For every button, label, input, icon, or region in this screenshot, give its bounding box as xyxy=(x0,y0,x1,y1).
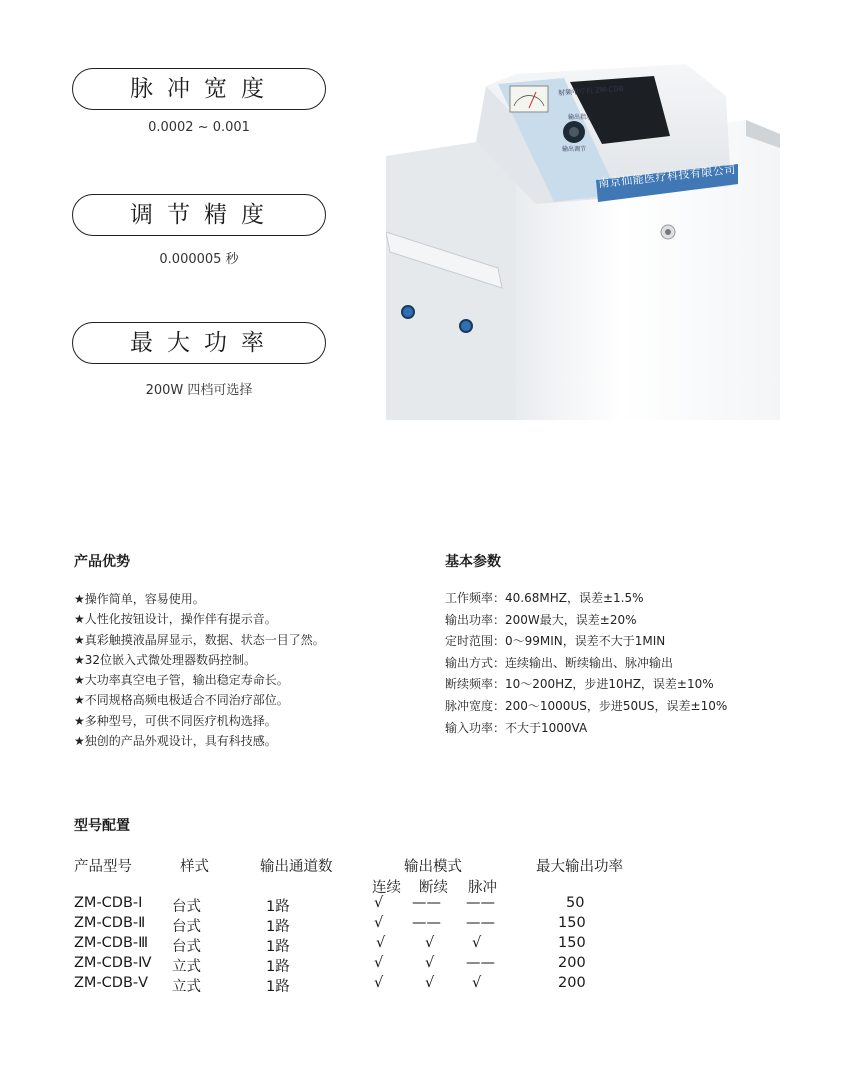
header-mode: 输出模式 xyxy=(404,859,462,875)
row-power: 200 xyxy=(558,975,586,991)
advantage-item: ★独创的产品外观设计，具有科技感。 xyxy=(74,734,277,749)
row-power: 200 xyxy=(558,955,586,971)
feature-pill-precision: 调节精度 xyxy=(72,194,326,236)
device-dial-label: 输出指示 xyxy=(568,114,593,121)
row-continuous: √ xyxy=(376,935,386,951)
parameter-item: 工作频率：40.68MHZ，误差±1.5% xyxy=(445,591,644,605)
row-power: 50 xyxy=(566,895,585,911)
row-channels: 1路 xyxy=(266,899,290,915)
row-channels: 1路 xyxy=(266,979,290,995)
row-intermittent: —— xyxy=(412,915,441,931)
feature-value-precision: 0.000005 秒 xyxy=(159,252,239,267)
row-style: 立式 xyxy=(172,979,201,995)
feature-pill-max-power: 最大功率 xyxy=(72,322,326,364)
advantages-list xyxy=(74,589,325,751)
parameter-item: 输入功率：不大于1000VA xyxy=(445,720,588,735)
row-pulse: —— xyxy=(466,895,495,911)
parameters-list xyxy=(445,588,727,739)
row-pulse: √ xyxy=(472,935,482,951)
subheader-pulse: 脉冲 xyxy=(468,880,497,896)
header-power: 最大输出功率 xyxy=(536,859,623,875)
row-style: 台式 xyxy=(172,919,201,935)
advantage-item: ★操作简单，容易使用。 xyxy=(74,592,205,606)
row-pulse: √ xyxy=(472,975,482,991)
row-pulse: —— xyxy=(466,955,495,971)
header-style: 样式 xyxy=(180,859,209,875)
advantage-item: ★大功率真空电子管，输出稳定寿命长。 xyxy=(74,673,289,688)
row-continuous: √ xyxy=(374,955,384,971)
device-knob-label: 输出调节 xyxy=(562,146,587,153)
row-model: ZM-CDB-Ⅳ xyxy=(74,955,152,971)
row-continuous: √ xyxy=(374,975,384,991)
row-style: 立式 xyxy=(172,959,201,975)
row-continuous: √ xyxy=(374,895,384,911)
advantage-item: ★多种型号，可供不同医疗机构选择。 xyxy=(74,713,277,728)
device-illustration xyxy=(386,56,780,420)
feature-pill-pulse-width: 脉冲宽度 xyxy=(72,68,326,110)
row-intermittent: —— xyxy=(412,895,441,911)
parameter-item: 输出功率：200W最大，误差±20% xyxy=(445,612,637,627)
row-model: ZM-CDB-Ⅱ xyxy=(74,915,146,931)
advantage-item: ★32位嵌入式微处理器数码控制。 xyxy=(74,652,257,667)
row-continuous: √ xyxy=(374,915,384,931)
advantage-item: ★人性化按钮设计，操作伴有提示音。 xyxy=(74,612,277,627)
parameter-item: 脉冲宽度：200～1000US，步进50US，误差±10% xyxy=(445,698,728,713)
parameters-heading: 基本参数 xyxy=(445,554,501,570)
subheader-continuous: 连续 xyxy=(372,880,401,896)
advantage-item: ★不同规格高频电极适合不同治疗部位。 xyxy=(74,693,289,708)
row-channels: 1路 xyxy=(266,959,290,975)
row-style: 台式 xyxy=(172,899,201,915)
parameter-item: 断续频率：10～200HZ，步进10HZ，误差±10% xyxy=(445,677,714,692)
feature-value-max-power: 200W 四档可选择 xyxy=(145,383,253,398)
parameter-item: 定时范围：0～99MIN，误差不大于1MIN xyxy=(445,634,666,649)
feature-value-pulse-width: 0.0002 ~ 0.001 xyxy=(148,120,250,135)
row-model: ZM-CDB-Ⅲ xyxy=(74,935,149,951)
advantages-heading: 产品优势 xyxy=(74,554,130,570)
row-pulse: —— xyxy=(466,915,495,931)
header-channels: 输出通道数 xyxy=(260,859,333,875)
device-brand-label: 南京仙能医疗科技有限公司 xyxy=(597,162,737,191)
row-channels: 1路 xyxy=(266,939,290,955)
row-model: ZM-CDB-Ⅴ xyxy=(74,975,149,991)
device-panel-title: 射频电疗机 ZM-CDB xyxy=(557,84,624,98)
advantage-item: ★真彩触摸液晶屏显示，数据、状态一目了然。 xyxy=(74,632,325,647)
row-channels: 1路 xyxy=(266,919,290,935)
row-power: 150 xyxy=(558,935,586,951)
row-style: 台式 xyxy=(172,939,201,955)
device-image xyxy=(386,56,780,420)
row-model: ZM-CDB-Ⅰ xyxy=(74,895,143,911)
header-model: 产品型号 xyxy=(74,859,132,875)
row-power: 150 xyxy=(558,915,586,931)
parameter-item: 输出方式：连续输出、断续输出、脉冲输出 xyxy=(445,655,674,670)
config-heading: 型号配置 xyxy=(74,818,130,834)
row-intermittent: √ xyxy=(425,975,435,991)
subheader-intermittent: 断续 xyxy=(419,880,448,896)
row-intermittent: √ xyxy=(425,935,435,951)
row-intermittent: √ xyxy=(425,955,435,971)
